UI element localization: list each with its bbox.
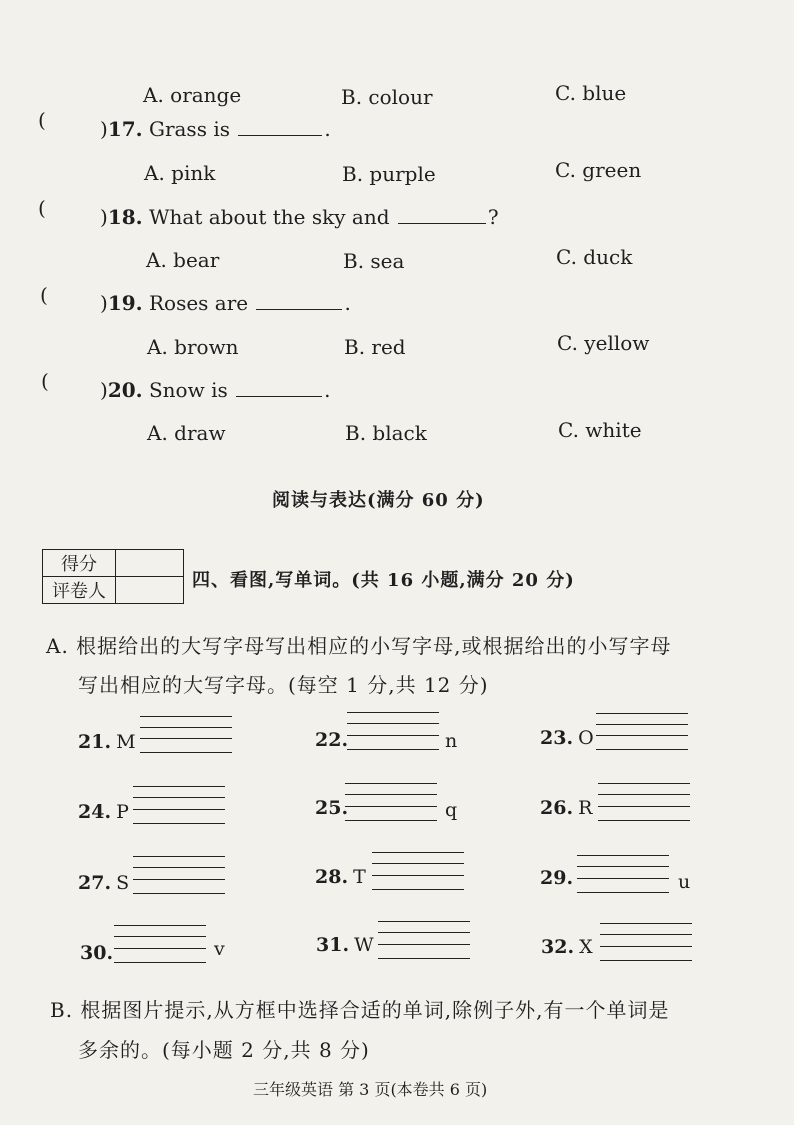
writing-lines-29[interactable] xyxy=(577,855,669,895)
q18-paren-open: ( xyxy=(38,196,46,220)
partA-instruction-2: 写出相应的大写字母。(每空 1 分,共 12 分) xyxy=(78,673,489,697)
q18-stem: )18. What about the sky and ? xyxy=(100,205,499,229)
q16-option-a: A. orange xyxy=(143,83,242,107)
item-23: 23. O xyxy=(540,727,594,749)
q17-stem: )17. Grass is . xyxy=(100,117,331,141)
q18-option-b: B. sea xyxy=(343,249,405,273)
writing-lines-26[interactable] xyxy=(598,783,690,823)
part4-title: 四、看图,写单词。(共 16 小题,满分 20 分) xyxy=(192,570,575,591)
partB-instruction-2: 多余的。(每小题 2 分,共 8 分) xyxy=(78,1038,370,1062)
q17-paren-open: ( xyxy=(38,108,46,132)
score-label: 得分 xyxy=(43,550,116,577)
item-22: 22. xyxy=(315,729,349,751)
q18-option-a: A. bear xyxy=(146,248,220,272)
q20-blank[interactable] xyxy=(236,378,322,397)
item-29: 29. xyxy=(540,867,574,889)
item-26: 26. R xyxy=(540,797,593,819)
grader-label: 评卷人 xyxy=(43,577,116,604)
q20-option-c: C. white xyxy=(558,418,642,442)
item-31: 31. W xyxy=(316,934,374,956)
q19-option-a: A. brown xyxy=(147,335,239,359)
item-22-letter: n xyxy=(445,730,458,752)
writing-lines-28[interactable] xyxy=(372,852,464,892)
writing-lines-25[interactable] xyxy=(345,783,437,823)
q18-option-c: C. duck xyxy=(556,245,633,269)
q17-option-b: B. purple xyxy=(342,162,436,186)
item-27: 27. S xyxy=(78,872,130,894)
writing-lines-31[interactable] xyxy=(378,921,470,961)
writing-lines-32[interactable] xyxy=(600,923,692,963)
grader-cell[interactable] xyxy=(116,577,184,604)
q16-option-b: B. colour xyxy=(341,85,433,109)
writing-lines-23[interactable] xyxy=(596,713,688,753)
item-24: 24. P xyxy=(78,801,129,823)
item-30-letter: v xyxy=(214,938,225,960)
q19-paren-open: ( xyxy=(40,283,48,307)
item-28: 28. T xyxy=(315,866,366,888)
item-25-letter: q xyxy=(445,799,458,821)
page-footer: 三年级英语 第 3 页(本卷共 6 页) xyxy=(253,1080,488,1099)
writing-lines-24[interactable] xyxy=(133,786,225,826)
item-29-letter: u xyxy=(678,871,691,893)
q20-paren-open: ( xyxy=(41,369,49,393)
item-30: 30. xyxy=(80,942,114,964)
score-cell[interactable] xyxy=(116,550,184,577)
item-21: 21. M xyxy=(78,731,136,753)
q16-option-c: C. blue xyxy=(555,81,627,105)
q19-blank[interactable] xyxy=(256,291,342,310)
writing-lines-21[interactable] xyxy=(140,716,232,756)
partB-instruction-1: B. 根据图片提示,从方框中选择合适的单词,除例子外,有一个单词是 xyxy=(50,998,670,1022)
q17-blank[interactable] xyxy=(238,117,322,136)
q20-option-a: A. draw xyxy=(147,421,226,445)
q17-option-c: C. green xyxy=(555,158,642,182)
item-25: 25. xyxy=(315,797,349,819)
q20-option-b: B. black xyxy=(345,421,427,445)
writing-lines-30[interactable] xyxy=(114,925,206,965)
item-32: 32. X xyxy=(541,936,593,958)
q19-option-c: C. yellow xyxy=(557,331,650,355)
q20-stem: )20. Snow is . xyxy=(100,378,331,402)
writing-lines-27[interactable] xyxy=(133,856,225,896)
section-title: 阅读与表达(满分 60 分) xyxy=(272,490,485,511)
q17-option-a: A. pink xyxy=(144,161,216,185)
partA-instruction-1: A. 根据给出的大写字母写出相应的小写字母,或根据给出的小写字母 xyxy=(46,634,672,658)
writing-lines-22[interactable] xyxy=(347,712,439,752)
q19-option-b: B. red xyxy=(344,335,406,359)
q19-stem: )19. Roses are . xyxy=(100,291,351,315)
q18-blank[interactable] xyxy=(398,205,486,224)
score-table xyxy=(42,549,184,604)
